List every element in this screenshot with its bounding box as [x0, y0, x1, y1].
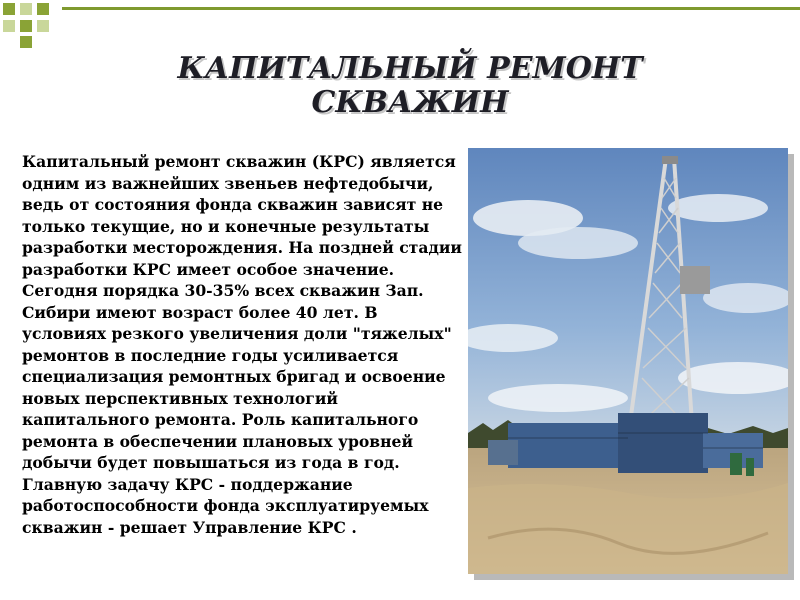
drilling-rig-icon [468, 148, 788, 574]
decor-square [37, 20, 49, 32]
slide-title-line1: КАПИТАЛЬНЫЙ РЕМОНТ [177, 51, 643, 86]
slide-title [80, 52, 740, 120]
decor-square [20, 36, 32, 48]
decor-square [37, 3, 49, 15]
body-paragraph: Капитальный ремонт скважин (КРС) является одним из важнейших звеньев нефтедобычи, ведь от состояния фонда скважин зависят не только текущие, но и конечные результаты разработки месторождения. На поздней стадии разработки КРС имеет особое значение. Сегодня порядка 30-35% всех скважин Зап. Сибири имеют возраст более 40 лет. В условиях резкого увеличения доли "тяжелых" ремонтов в последние годы усиливается специализация ремонтных бригад и освоение новых перспективных технологий капитального ремонта. Роль капитального ремонта в обеспечении плановых уровней добычи будет повышаться из года в год. Главную задачу КРС - поддержание работоспособности фонда эксплуатируемых скважин - решает Управление КРС . [22, 152, 462, 537]
header-rule [62, 7, 800, 10]
decor-square [3, 20, 15, 32]
decor-square [3, 3, 15, 15]
slide-title-line2: СКВАЖИН [311, 85, 509, 120]
decor-square [20, 3, 32, 15]
corner-decoration [0, 0, 60, 50]
photo-frame [468, 148, 788, 574]
decor-square [20, 20, 32, 32]
